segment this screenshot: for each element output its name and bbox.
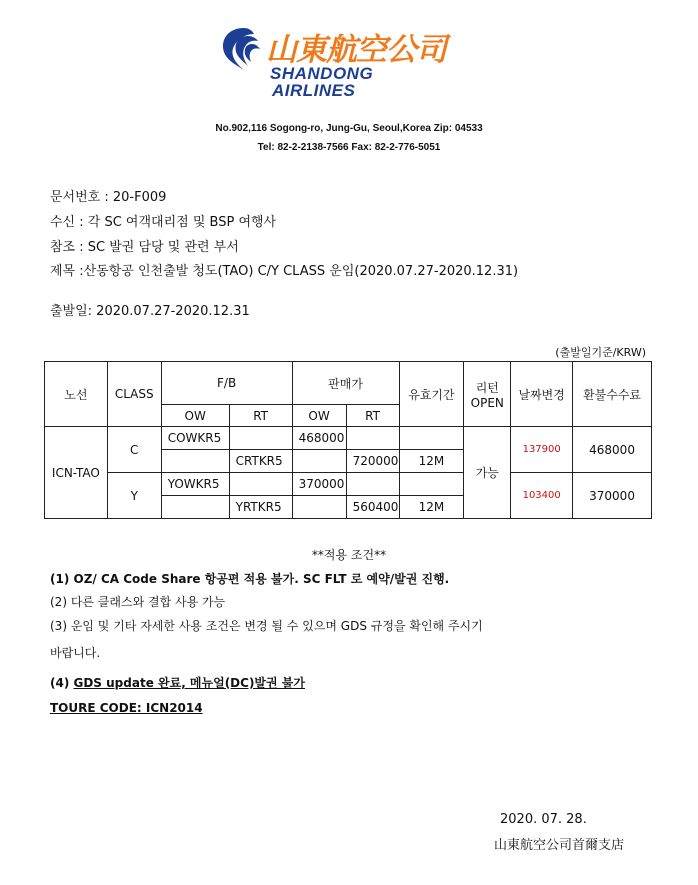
validity-cell: [399, 473, 464, 496]
header-price-rt: RT: [346, 405, 399, 427]
validity-cell: [399, 427, 464, 450]
refund-fee-cell: 370000: [573, 473, 652, 519]
price-rt-cell: [346, 427, 399, 450]
issuing-office: 山東航空公司首爾支店: [494, 838, 625, 853]
table-header-row: [45, 362, 652, 405]
class-cell: Y: [107, 473, 161, 519]
date-change-cell: 137900: [511, 427, 573, 473]
header-refund-fee: 환불수수료: [573, 362, 652, 427]
table-caption: (출발일기준/KRW): [555, 346, 646, 359]
header-price-ow: OW: [292, 405, 346, 427]
fb-ow-cell: [161, 496, 229, 519]
recipient-line: 수신 : 각 SC 여객대리점 및 BSP 여행사: [50, 215, 277, 230]
price-ow-cell: [292, 496, 346, 519]
date-change-cell: 103400: [511, 473, 573, 519]
condition-item-3-cont: 바랍니다.: [50, 646, 101, 660]
return-open-cell: 가능: [464, 427, 511, 519]
refund-fee-cell: 468000: [573, 427, 652, 473]
logo-english-line2: AIRLINES: [272, 81, 356, 100]
header-fb-ow: OW: [161, 405, 229, 427]
price-rt-cell: 720000: [346, 450, 399, 473]
price-ow-cell: 468000: [292, 427, 346, 450]
fare-table: [44, 361, 652, 519]
price-rt-cell: [346, 473, 399, 496]
condition-item-2: (2) 다른 클래스와 결합 사용 가능: [50, 595, 226, 609]
header-fb-rt: RT: [229, 405, 292, 427]
fb-ow-cell: [161, 450, 229, 473]
validity-cell: 12M: [399, 496, 464, 519]
header-return-open: 리턴 OPEN: [464, 362, 511, 427]
tour-code: TOURE CODE: ICN2014: [50, 701, 203, 715]
fb-rt-cell: YRTKR5: [229, 496, 292, 519]
fb-rt-cell: [229, 473, 292, 496]
departure-date-line: 출발일: 2020.07.27-2020.12.31: [50, 304, 250, 319]
table-row: [45, 473, 652, 496]
price-rt-cell: 560400: [346, 496, 399, 519]
header-fare-basis: F/B: [161, 362, 292, 405]
condition-item-4: (4) GDS update 완료, 메뉴얼(DC)발권 불가: [50, 676, 305, 690]
fb-rt-cell: CRTKR5: [229, 450, 292, 473]
document-date: 2020. 07. 28.: [500, 812, 587, 827]
header-class: CLASS: [107, 362, 161, 427]
conditions-title: **적용 조건**: [311, 548, 387, 562]
shandong-logo-icon: [214, 24, 266, 74]
company-address: No.902,116 Sogong-ro, Jung-Gu, Seoul,Korea Zip: 04533: [215, 123, 483, 134]
fb-ow-cell: YOWKR5: [161, 473, 229, 496]
header-validity: 유효기간: [399, 362, 464, 427]
validity-cell: 12M: [399, 450, 464, 473]
header-route: 노선: [45, 362, 108, 427]
fb-rt-cell: [229, 427, 292, 450]
document-number: 문서번호 : 20-F009: [50, 190, 167, 205]
condition-item-3: (3) 운임 및 기타 자세한 사용 조건은 변경 될 수 있으며 GDS 규정을 확인해 주시기: [50, 619, 483, 633]
header-date-change: 날짜변경: [511, 362, 573, 427]
price-ow-cell: 370000: [292, 473, 346, 496]
condition-item-1: (1) OZ/ CA Code Share 항공편 적용 불가. SC FLT 로 예약/발권 진행.: [50, 572, 450, 586]
table-row: [45, 427, 652, 450]
subject-line: 제목 :산동항공 인천출발 청도(TAO) C/Y CLASS 운임(2020.07.27-2020.12.31): [50, 264, 519, 279]
logo-english-line1: SHANDONG: [270, 64, 374, 83]
logo-chinese-text: 山東航空公司: [266, 32, 446, 68]
reference-line: 참조 : SC 발권 담당 및 관련 부서: [50, 240, 239, 255]
header-sale-price: 판매가: [292, 362, 399, 405]
class-cell: C: [107, 427, 161, 473]
company-contact: Tel: 82-2-2138-7566 Fax: 82-2-776-5051: [257, 142, 441, 153]
route-cell: ICN-TAO: [45, 427, 108, 519]
fb-ow-cell: COWKR5: [161, 427, 229, 450]
price-ow-cell: [292, 450, 346, 473]
